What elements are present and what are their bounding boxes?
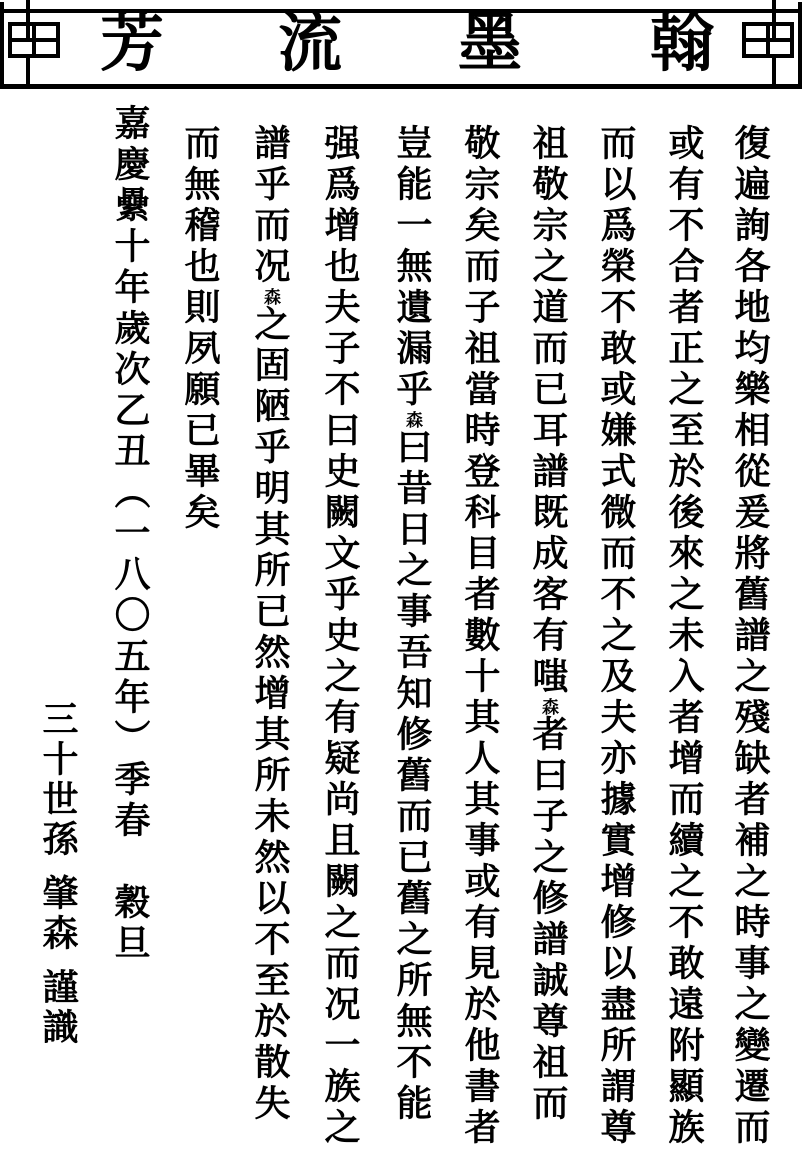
text-column-3 — [596, 124, 636, 1149]
column-text: 或有不合者正之至於後來之未入者增而續之不敢遠附顯族 — [663, 124, 705, 1149]
column-text: 敬宗矣而子祖當時登科目者數十其人其事或有見於他書者 — [459, 124, 501, 1149]
column-text-cont: 者曰子之修譜誠尊祖而 — [527, 715, 569, 1125]
text-column-9 — [180, 124, 220, 534]
signature-closing: 謹識 — [37, 968, 79, 1048]
column-text-cont: 之固陋乎明其所已然增其所未然以不至於散失 — [249, 305, 291, 1125]
column-note: 森 — [402, 411, 422, 428]
title-char-3: 流 — [278, 6, 342, 81]
text-column-4 — [528, 124, 568, 1125]
title-char-4: 芳 — [100, 6, 164, 81]
column-note: 森 — [260, 288, 280, 305]
text-column-1 — [730, 124, 770, 1149]
column-text: 而無稽也則夙願已畢矣 — [179, 124, 221, 534]
column-text: 嘉慶纍十年歲次乙丑（一八〇五年）季春 穀旦 — [109, 104, 151, 965]
date-column — [110, 104, 150, 965]
signature-name: 肇森 — [37, 874, 79, 954]
column-text-cont: 曰昔日之事吾知修舊而已舊之所無不能 — [391, 428, 433, 1125]
fret-corner-left-icon — [0, 0, 70, 84]
text-column-5 — [460, 124, 500, 1149]
column-text: 豈能一無遺漏乎 — [391, 124, 433, 411]
fret-corner-right-icon — [732, 0, 802, 84]
text-column-2 — [664, 124, 704, 1149]
title-char-1: 翰 — [650, 6, 714, 81]
title-char-2: 墨 — [458, 6, 522, 81]
column-text: 强爲增也夫子不曰史闕文乎史之有疑尚且闕之而况一族之 — [319, 124, 361, 1149]
signature-column — [38, 700, 78, 1048]
column-text: 譜乎而况 — [249, 124, 291, 288]
column-text: 祖敬宗之道而已耳譜既成客有嗤 — [527, 124, 569, 698]
text-column-8 — [250, 124, 290, 1125]
title-banner — [0, 0, 802, 94]
text-column-7 — [320, 124, 360, 1149]
column-text: 而以爲榮不敢或嫌式微而不之及夫亦據實增修以盡所謂尊 — [595, 124, 637, 1149]
column-note: 森 — [538, 698, 558, 715]
column-text: 復遍詢各地均樂相從爰將舊譜之殘缺者補之時事之變遷而 — [729, 124, 771, 1149]
banner-bottom-rule — [0, 84, 802, 89]
text-column-6 — [392, 124, 432, 1125]
signature-generation: 三十世孫 — [37, 700, 79, 860]
